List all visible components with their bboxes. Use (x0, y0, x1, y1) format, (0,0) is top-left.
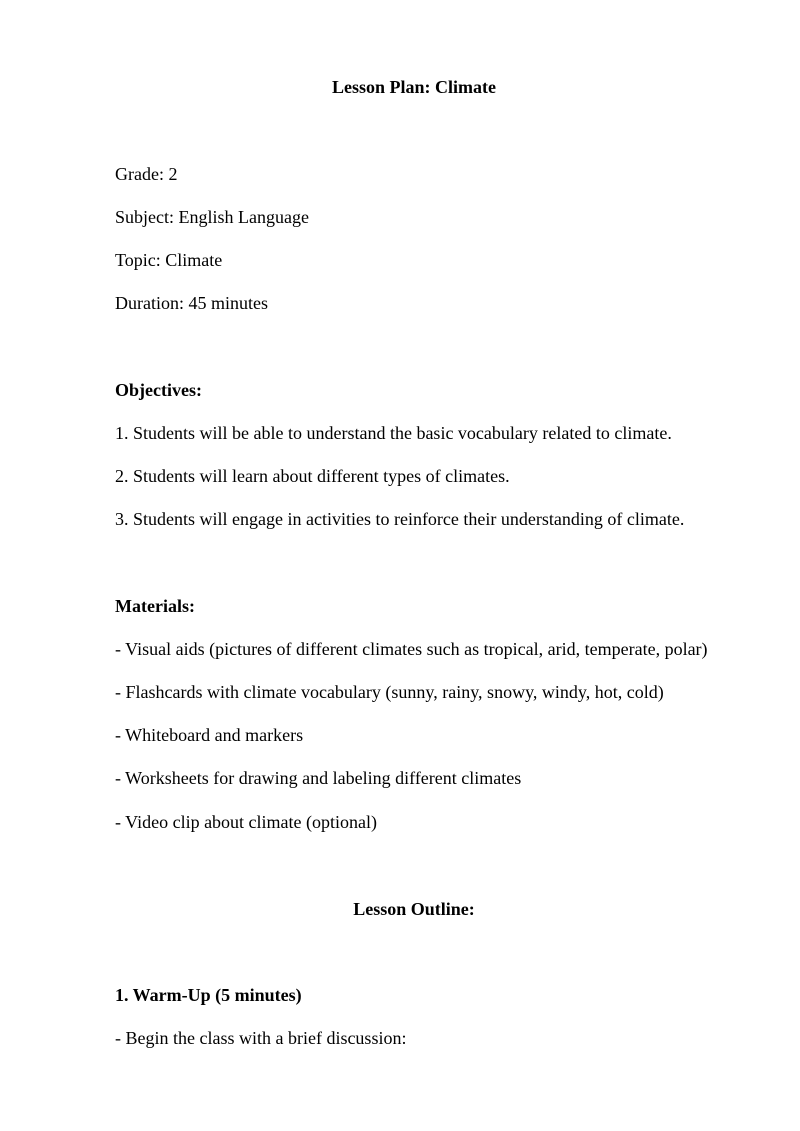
document-title: Lesson Plan: Climate (332, 77, 496, 97)
material-item: - Worksheets for drawing and labeling different climates (115, 768, 522, 788)
subject-line: Subject: English Language (115, 207, 309, 227)
material-item: - Visual aids (pictures of different climates such as tropical, arid, temperate, polar) (115, 639, 708, 659)
material-item: - Video clip about climate (optional) (115, 812, 378, 832)
objective-item: 3. Students will engage in activities to reinforce their understanding of climate. (115, 509, 685, 529)
duration-line: Duration: 45 minutes (115, 293, 268, 313)
material-item: - Flashcards with climate vocabulary (sunny, rainy, snowy, windy, hot, cold) (115, 682, 664, 702)
topic-line: Topic: Climate (115, 250, 223, 270)
materials-heading: Materials: (115, 596, 195, 616)
lesson-outline-heading: Lesson Outline: (353, 899, 475, 919)
warmup-heading: 1. Warm-Up (5 minutes) (115, 985, 302, 1005)
grade-line: Grade: 2 (115, 164, 178, 184)
warmup-item: - Begin the class with a brief discussion: (115, 1028, 407, 1048)
material-item: - Whiteboard and markers (115, 725, 304, 745)
objectives-heading: Objectives: (115, 380, 202, 400)
objective-item: 2. Students will learn about different types of climates. (115, 466, 510, 486)
objective-item: 1. Students will be able to understand the basic vocabulary related to climate. (115, 423, 672, 443)
